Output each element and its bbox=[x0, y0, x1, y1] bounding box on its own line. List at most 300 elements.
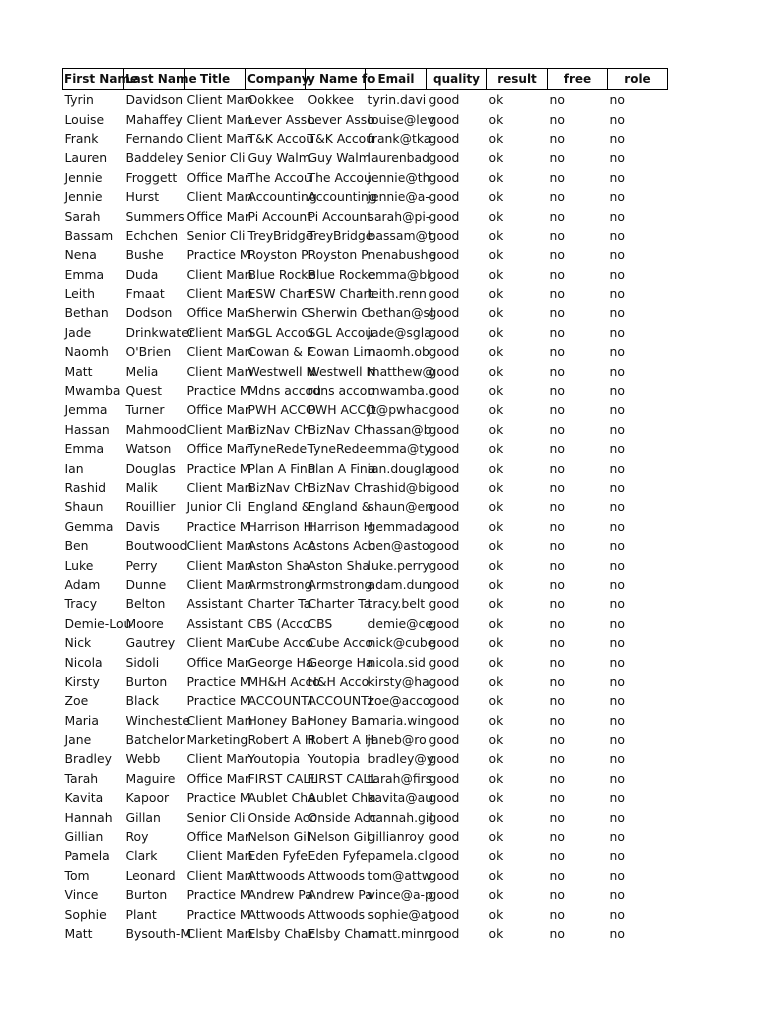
table-row bbox=[63, 206, 668, 225]
role-cell: no bbox=[609, 344, 625, 360]
last-name-cell: Drinkwater bbox=[125, 324, 194, 340]
email-cell: emma@ty bbox=[367, 441, 432, 457]
table-row bbox=[63, 904, 668, 923]
title-cell: Client Man bbox=[186, 557, 253, 573]
free-cell: no bbox=[549, 305, 565, 321]
result-cell: ok bbox=[488, 518, 504, 534]
company-cell: Armstrong bbox=[247, 576, 313, 592]
title-cell: Client Man bbox=[186, 925, 253, 941]
last-name-cell: Duda bbox=[125, 266, 159, 282]
free-cell: no bbox=[549, 92, 565, 108]
role-cell: no bbox=[609, 208, 625, 224]
quality-cell: good bbox=[428, 829, 460, 845]
title-cell: Client Man bbox=[186, 635, 253, 651]
email-cell: tyrin.davi bbox=[367, 92, 427, 108]
company-cell: Robert A H bbox=[247, 732, 315, 748]
table-row bbox=[63, 148, 668, 167]
free-cell: no bbox=[549, 266, 565, 282]
company-cell: Ookkee bbox=[247, 92, 294, 108]
result-cell: ok bbox=[488, 615, 504, 631]
email-cell: tarah@firs bbox=[367, 770, 433, 786]
table-row bbox=[63, 517, 668, 536]
result-cell: ok bbox=[488, 712, 504, 728]
result-cell: ok bbox=[488, 557, 504, 573]
table-row bbox=[63, 846, 668, 865]
role-cell: no bbox=[609, 402, 625, 418]
result-cell: ok bbox=[488, 848, 504, 864]
email-cell: rashid@bi bbox=[367, 480, 430, 495]
title-cell: Junior Cli bbox=[186, 499, 242, 515]
email-cell: ben@asto bbox=[367, 538, 430, 554]
role-cell: no bbox=[609, 460, 625, 476]
quality-cell: good bbox=[428, 383, 460, 399]
role-cell: no bbox=[609, 266, 625, 282]
first-name-cell: Jane bbox=[64, 732, 92, 748]
company-cell: Eden Fyfe bbox=[247, 848, 308, 864]
title-cell: Client Man bbox=[186, 867, 253, 883]
last-name-cell: Melia bbox=[125, 363, 159, 379]
role-cell: no bbox=[609, 867, 625, 883]
quality-cell: good bbox=[428, 751, 460, 767]
table-body bbox=[63, 90, 668, 944]
result-cell: ok bbox=[488, 227, 504, 243]
title-cell: Senior Cli bbox=[186, 809, 246, 825]
first-name-cell: Demie-Lou bbox=[64, 615, 132, 631]
company-cell: Guy Walm bbox=[247, 150, 311, 166]
last-name-cell: Davis bbox=[125, 518, 160, 534]
email-cell: matthew@ bbox=[367, 363, 435, 379]
company-cell: ESW Chart bbox=[247, 286, 314, 302]
company-name-for-cell: Attwoods bbox=[307, 906, 366, 922]
header-title: Title bbox=[185, 69, 246, 90]
title-cell: Practice M bbox=[186, 693, 251, 709]
free-cell: no bbox=[549, 344, 565, 360]
title-cell: Client Man bbox=[186, 344, 253, 360]
last-name-cell: Burton bbox=[125, 673, 168, 689]
quality-cell: good bbox=[428, 925, 460, 941]
free-cell: no bbox=[549, 441, 565, 457]
role-cell: no bbox=[609, 596, 625, 612]
role-cell: no bbox=[609, 421, 625, 437]
result-cell: ok bbox=[488, 247, 504, 263]
result-cell: ok bbox=[488, 809, 504, 825]
free-cell: no bbox=[549, 247, 565, 263]
result-cell: ok bbox=[488, 693, 504, 709]
company-cell: Youtopia bbox=[247, 751, 301, 767]
title-cell: Office Mar bbox=[186, 654, 250, 670]
company-cell: BizNav Ch bbox=[247, 480, 311, 495]
table-row bbox=[63, 400, 668, 419]
company-name-for-cell: George Ha bbox=[307, 654, 374, 670]
spreadsheet bbox=[62, 68, 668, 943]
last-name-cell: Clark bbox=[125, 848, 158, 864]
role-cell: no bbox=[609, 480, 625, 495]
first-name-cell: Zoe bbox=[64, 693, 89, 709]
company-name-for-cell: Astons Acc bbox=[307, 538, 376, 554]
email-cell: jade@sgla bbox=[367, 324, 432, 340]
result-cell: ok bbox=[488, 887, 504, 903]
first-name-cell: Frank bbox=[64, 130, 99, 146]
quality-cell: good bbox=[428, 635, 460, 651]
last-name-cell: Wincheste bbox=[125, 712, 191, 728]
quality-cell: good bbox=[428, 673, 460, 689]
result-cell: ok bbox=[488, 421, 504, 437]
table-row bbox=[63, 924, 668, 943]
company-name-for-cell: Pi Account bbox=[307, 208, 373, 224]
free-cell: no bbox=[549, 499, 565, 515]
first-name-cell: Sarah bbox=[64, 208, 101, 224]
email-cell: hannah.gil bbox=[367, 809, 433, 825]
first-name-cell: Tracy bbox=[64, 596, 98, 612]
company-cell: Astons Acc bbox=[247, 538, 316, 554]
result-cell: ok bbox=[488, 480, 504, 495]
first-name-cell: Mwamba bbox=[64, 383, 121, 399]
email-cell: gillianroy bbox=[367, 829, 425, 845]
first-name-cell: Jemma bbox=[64, 402, 108, 418]
quality-cell: good bbox=[428, 111, 460, 127]
company-cell: Nelson Gil bbox=[247, 829, 311, 845]
email-cell: shaun@en bbox=[367, 499, 433, 515]
title-cell: Client Man bbox=[186, 92, 253, 108]
company-cell: Harrison H bbox=[247, 518, 313, 534]
free-cell: no bbox=[549, 732, 565, 748]
header-free: free bbox=[548, 69, 608, 90]
table-row bbox=[63, 575, 668, 594]
table-row bbox=[63, 497, 668, 516]
free-cell: no bbox=[549, 906, 565, 922]
quality-cell: good bbox=[428, 557, 460, 573]
company-cell: CBS (Acco bbox=[247, 615, 311, 631]
email-cell: kirsty@ha bbox=[367, 673, 430, 689]
result-cell: ok bbox=[488, 441, 504, 457]
role-cell: no bbox=[609, 111, 625, 127]
title-cell: Practice M bbox=[186, 673, 251, 689]
company-cell: PWH ACCO bbox=[247, 402, 316, 418]
first-name-cell: Kirsty bbox=[64, 673, 100, 689]
result-cell: ok bbox=[488, 460, 504, 476]
title-cell: Office Mar bbox=[186, 208, 250, 224]
company-cell: Lever Asso bbox=[247, 111, 315, 127]
company-name-for-cell: Accounting bbox=[307, 189, 377, 205]
company-name-for-cell: Attwoods bbox=[307, 867, 366, 883]
quality-cell: good bbox=[428, 693, 460, 709]
email-cell: ian.dougla bbox=[367, 460, 433, 476]
email-cell: bradley@y bbox=[367, 751, 435, 767]
quality-cell: good bbox=[428, 538, 460, 554]
company-name-for-cell: Harrison H bbox=[307, 518, 373, 534]
company-name-for-cell: Aston Sha bbox=[307, 557, 370, 573]
role-cell: no bbox=[609, 635, 625, 651]
first-name-cell: Hannah bbox=[64, 809, 113, 825]
company-name-for-cell: CBS bbox=[307, 615, 333, 631]
quality-cell: good bbox=[428, 150, 460, 166]
company-cell: Aublet Cha bbox=[247, 790, 316, 806]
quality-cell: good bbox=[428, 227, 460, 243]
role-cell: no bbox=[609, 829, 625, 845]
free-cell: no bbox=[549, 770, 565, 786]
result-cell: ok bbox=[488, 790, 504, 806]
table-row bbox=[63, 187, 668, 206]
table-row bbox=[63, 711, 668, 730]
free-cell: no bbox=[549, 538, 565, 554]
company-cell: T&K Accou bbox=[247, 130, 315, 146]
company-cell: Attwoods bbox=[247, 867, 306, 883]
last-name-cell: Fernando bbox=[125, 130, 184, 146]
role-cell: no bbox=[609, 712, 625, 728]
email-cell: hassan@b bbox=[367, 421, 432, 437]
free-cell: no bbox=[549, 790, 565, 806]
company-cell: Sherwin C bbox=[247, 305, 310, 321]
table-row bbox=[63, 323, 668, 342]
company-name-for-cell: Honey Bar bbox=[307, 712, 373, 728]
company-name-for-cell: Lever Asso bbox=[307, 111, 375, 127]
company-cell: TyneRede bbox=[247, 441, 308, 457]
free-cell: no bbox=[549, 887, 565, 903]
company-cell: Pi Account bbox=[247, 208, 313, 224]
quality-cell: good bbox=[428, 460, 460, 476]
role-cell: no bbox=[609, 518, 625, 534]
role-cell: no bbox=[609, 286, 625, 302]
role-cell: no bbox=[609, 169, 625, 185]
email-cell: nenabushe bbox=[367, 247, 437, 263]
last-name-cell: Belton bbox=[125, 596, 166, 612]
free-cell: no bbox=[549, 460, 565, 476]
first-name-cell: Jade bbox=[64, 324, 92, 340]
free-cell: no bbox=[549, 693, 565, 709]
quality-cell: good bbox=[428, 305, 460, 321]
last-name-cell: Roy bbox=[125, 829, 149, 845]
email-cell: jennie@th bbox=[367, 169, 431, 185]
company-name-for-cell: TyneRede bbox=[307, 441, 368, 457]
free-cell: no bbox=[549, 925, 565, 941]
company-name-for-cell: The Accou bbox=[307, 169, 372, 185]
role-cell: no bbox=[609, 247, 625, 263]
first-name-cell: Kavita bbox=[64, 790, 104, 806]
company-cell: Andrew Pa bbox=[247, 887, 313, 903]
last-name-cell: Froggett bbox=[125, 169, 178, 185]
role-cell: no bbox=[609, 538, 625, 554]
quality-cell: good bbox=[428, 712, 460, 728]
role-cell: no bbox=[609, 189, 625, 205]
table-row bbox=[63, 284, 668, 303]
title-cell: Office Mar bbox=[186, 829, 250, 845]
result-cell: ok bbox=[488, 92, 504, 108]
role-cell: no bbox=[609, 441, 625, 457]
company-name-for-cell: TreyBridge bbox=[307, 227, 374, 243]
last-name-cell: Hurst bbox=[125, 189, 160, 205]
table-row bbox=[63, 265, 668, 284]
result-cell: ok bbox=[488, 751, 504, 767]
title-cell: Office Mar bbox=[186, 169, 250, 185]
role-cell: no bbox=[609, 654, 625, 670]
first-name-cell: Nena bbox=[64, 247, 97, 263]
first-name-cell: Jennie bbox=[64, 189, 103, 205]
email-cell: kavita@au bbox=[367, 790, 434, 806]
result-cell: ok bbox=[488, 654, 504, 670]
quality-cell: good bbox=[428, 906, 460, 922]
email-cell: pamela.cl bbox=[367, 848, 428, 864]
table-row bbox=[63, 342, 668, 361]
table-row bbox=[63, 555, 668, 574]
email-cell: leith.renn bbox=[367, 286, 427, 302]
company-cell: George Ha bbox=[247, 654, 314, 670]
quality-cell: good bbox=[428, 421, 460, 437]
title-cell: Client Man bbox=[186, 712, 253, 728]
last-name-cell: Leonard bbox=[125, 867, 176, 883]
company-name-for-cell: Eden Fyfe bbox=[307, 848, 368, 864]
contacts-table bbox=[62, 68, 668, 943]
quality-cell: good bbox=[428, 130, 460, 146]
first-name-cell: Bradley bbox=[64, 751, 112, 767]
header-email: Email bbox=[366, 69, 427, 90]
result-cell: ok bbox=[488, 150, 504, 166]
result-cell: ok bbox=[488, 829, 504, 845]
quality-cell: good bbox=[428, 809, 460, 825]
role-cell: no bbox=[609, 150, 625, 166]
title-cell: Senior Cli bbox=[186, 227, 246, 243]
first-name-cell: Emma bbox=[64, 266, 105, 282]
first-name-cell: Gillian bbox=[64, 829, 104, 845]
free-cell: no bbox=[549, 286, 565, 302]
free-cell: no bbox=[549, 673, 565, 689]
free-cell: no bbox=[549, 111, 565, 127]
company-name-for-cell: Cowan Lim bbox=[307, 344, 376, 360]
company-cell: SGL Accou bbox=[247, 324, 314, 340]
free-cell: no bbox=[549, 169, 565, 185]
last-name-cell: Black bbox=[125, 693, 160, 709]
last-name-cell: Gillan bbox=[125, 809, 161, 825]
last-name-cell: O'Brien bbox=[125, 344, 172, 360]
first-name-cell: Luke bbox=[64, 557, 94, 573]
last-name-cell: Mahaffey bbox=[125, 111, 183, 127]
role-cell: no bbox=[609, 673, 625, 689]
first-name-cell: Shaun bbox=[64, 499, 104, 515]
quality-cell: good bbox=[428, 499, 460, 515]
quality-cell: good bbox=[428, 266, 460, 282]
role-cell: no bbox=[609, 751, 625, 767]
result-cell: ok bbox=[488, 732, 504, 748]
result-cell: ok bbox=[488, 383, 504, 399]
quality-cell: good bbox=[428, 247, 460, 263]
role-cell: no bbox=[609, 693, 625, 709]
role-cell: no bbox=[609, 576, 625, 592]
title-cell: Office Mar bbox=[186, 770, 250, 786]
first-name-cell: Tarah bbox=[64, 770, 99, 786]
quality-cell: good bbox=[428, 92, 460, 108]
company-cell: Attwoods bbox=[247, 906, 306, 922]
company-cell: ACCOUNTI bbox=[247, 693, 313, 709]
role-cell: no bbox=[609, 848, 625, 864]
title-cell: Client Man bbox=[186, 324, 253, 340]
company-name-for-cell: ESW Chart bbox=[307, 286, 374, 302]
company-name-for-cell: SGL Accou bbox=[307, 324, 374, 340]
free-cell: no bbox=[549, 867, 565, 883]
free-cell: no bbox=[549, 576, 565, 592]
last-name-cell: Dunne bbox=[125, 576, 167, 592]
last-name-cell: Plant bbox=[125, 906, 157, 922]
role-cell: no bbox=[609, 809, 625, 825]
company-cell: MH&H Acco bbox=[247, 673, 320, 689]
company-name-for-cell: Plan A Fina bbox=[307, 460, 376, 476]
last-name-cell: Davidson bbox=[125, 92, 184, 108]
company-cell: Cowan & F bbox=[247, 344, 314, 360]
title-cell: Senior Cli bbox=[186, 150, 246, 166]
company-name-for-cell: Armstrong bbox=[307, 576, 373, 592]
free-cell: no bbox=[549, 150, 565, 166]
role-cell: no bbox=[609, 790, 625, 806]
company-name-for-cell: T&K Accou bbox=[307, 130, 375, 146]
table-row bbox=[63, 109, 668, 128]
company-name-for-cell: PWH ACCO bbox=[307, 402, 376, 418]
last-name-cell: Bushe bbox=[125, 247, 164, 263]
company-cell: Aston Sha bbox=[247, 557, 310, 573]
email-cell: tom@attw bbox=[367, 867, 432, 883]
quality-cell: good bbox=[428, 363, 460, 379]
result-cell: ok bbox=[488, 344, 504, 360]
role-cell: no bbox=[609, 92, 625, 108]
first-name-cell: Maria bbox=[64, 712, 99, 728]
table-row bbox=[63, 478, 668, 497]
free-cell: no bbox=[549, 712, 565, 728]
last-name-cell: Kapoor bbox=[125, 790, 170, 806]
company-cell: Honey Bar bbox=[247, 712, 313, 728]
quality-cell: good bbox=[428, 770, 460, 786]
free-cell: no bbox=[549, 848, 565, 864]
last-name-cell: Mahmood bbox=[125, 421, 187, 437]
result-cell: ok bbox=[488, 208, 504, 224]
result-cell: ok bbox=[488, 925, 504, 941]
quality-cell: good bbox=[428, 480, 460, 495]
company-cell: Plan A Fina bbox=[247, 460, 316, 476]
free-cell: no bbox=[549, 227, 565, 243]
last-name-cell: Baddeley bbox=[125, 150, 184, 166]
email-cell: sarah@pi- bbox=[367, 208, 431, 224]
company-name-for-cell: Ookkee bbox=[307, 92, 354, 108]
table-row bbox=[63, 730, 668, 749]
role-cell: no bbox=[609, 906, 625, 922]
free-cell: no bbox=[549, 635, 565, 651]
free-cell: no bbox=[549, 421, 565, 437]
role-cell: no bbox=[609, 732, 625, 748]
title-cell: Practice M bbox=[186, 518, 251, 534]
last-name-cell: Webb bbox=[125, 751, 161, 767]
email-cell: louise@lev bbox=[367, 111, 435, 127]
last-name-cell: Echchen bbox=[125, 227, 179, 243]
company-name-for-cell: Guy Walm bbox=[307, 150, 371, 166]
quality-cell: good bbox=[428, 441, 460, 457]
table-row bbox=[63, 129, 668, 148]
result-cell: ok bbox=[488, 576, 504, 592]
table-row bbox=[63, 691, 668, 710]
table-row bbox=[63, 420, 668, 439]
title-cell: Office Mar bbox=[186, 305, 250, 321]
role-cell: no bbox=[609, 499, 625, 515]
email-cell: gemmada bbox=[367, 518, 431, 534]
email-cell: luke.perry bbox=[367, 557, 430, 573]
table-row bbox=[63, 652, 668, 671]
header-row bbox=[63, 69, 668, 90]
first-name-cell: Bethan bbox=[64, 305, 109, 321]
title-cell: Client Man bbox=[186, 286, 253, 302]
quality-cell: good bbox=[428, 324, 460, 340]
first-name-cell: Naomh bbox=[64, 344, 109, 360]
free-cell: no bbox=[549, 130, 565, 146]
free-cell: no bbox=[549, 383, 565, 399]
last-name-cell: Burton bbox=[125, 887, 168, 903]
company-cell: Elsby Char bbox=[247, 925, 314, 941]
company-name-for-cell: Blue Rocke bbox=[307, 266, 376, 282]
last-name-cell: Rouillier bbox=[125, 499, 176, 515]
